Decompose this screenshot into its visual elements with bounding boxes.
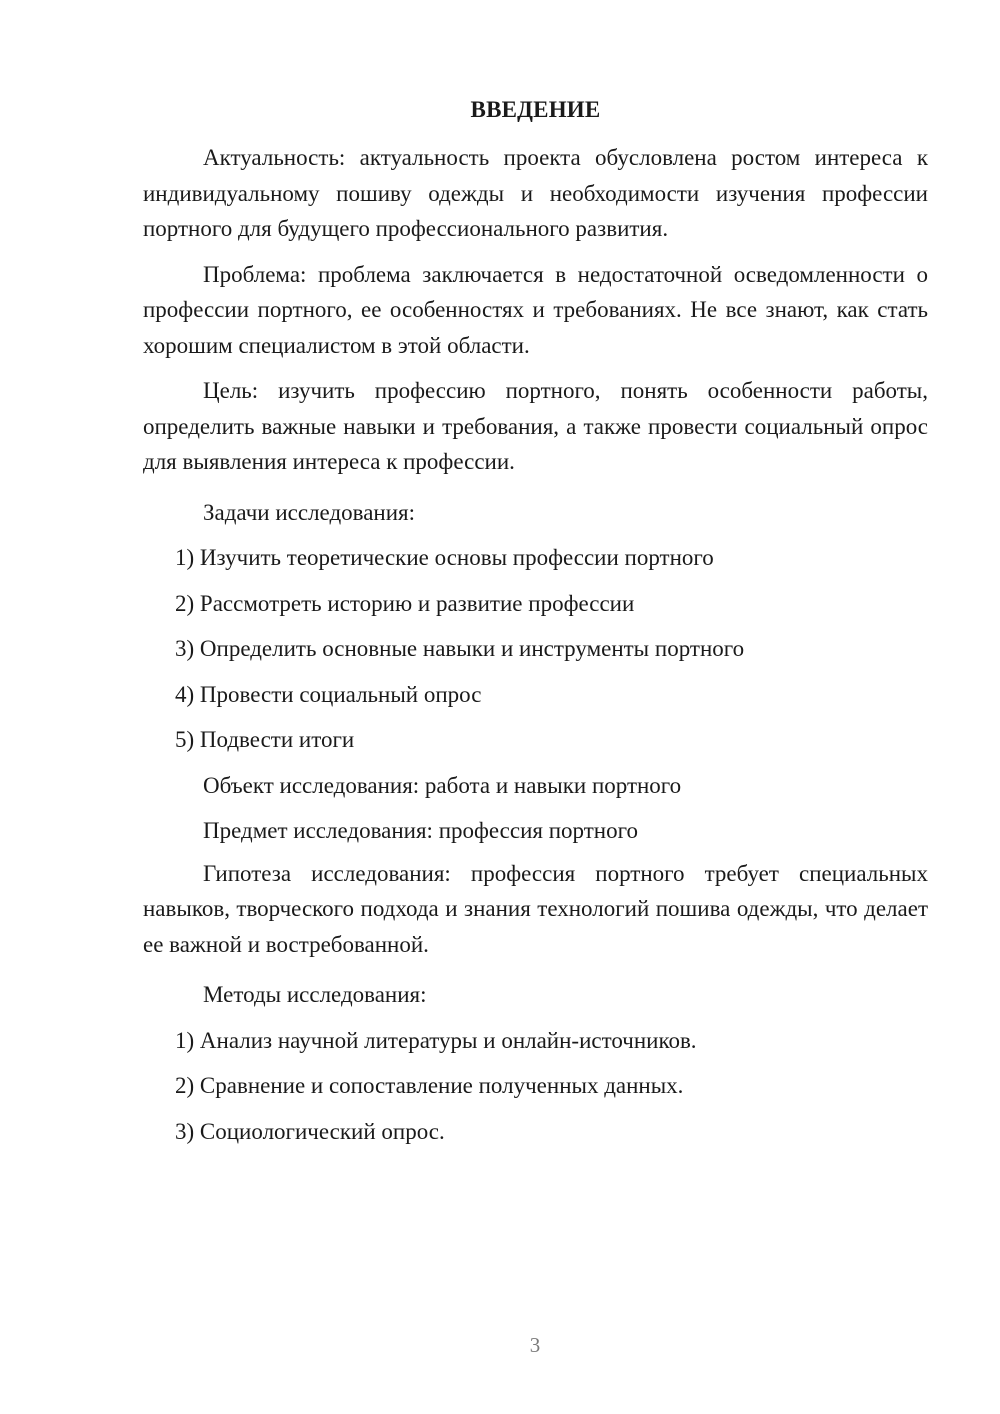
methods-heading: Методы исследования: xyxy=(203,982,427,1007)
goal-paragraph: Цель: изучить профессию портного, понять особенности работы, определить важные навыки и требования, а также провести социальный опрос для выявления интереса к профессии. xyxy=(143,378,928,474)
methods-list xyxy=(143,1018,928,1155)
document-body xyxy=(143,92,928,1154)
relevance-paragraph: Актуальность: актуальность проекта обусловлена ростом интереса к индивидуальному пошиву одежды и необходимости изучения профессии портного для будущего профессионального развития. xyxy=(143,145,928,241)
tasks-list xyxy=(143,535,928,763)
page-number: 3 xyxy=(529,1333,541,1357)
task-item: 2) Рассмотреть историю и развитие профессии xyxy=(175,590,635,616)
task-item: 5) Подвести итоги xyxy=(175,727,355,752)
task-item: 1) Изучить теоретические основы профессии портного xyxy=(175,545,714,570)
subject-paragraph: Предмет исследования: профессия портного xyxy=(203,818,638,843)
method-item: 2) Сравнение и сопоставление полученных данных. xyxy=(175,1073,684,1098)
tasks-heading: Задачи исследования: xyxy=(203,499,416,525)
object-paragraph: Объект исследования: работа и навыки портного xyxy=(203,772,682,798)
task-item: 3) Определить основные навыки и инструменты портного xyxy=(175,636,745,661)
method-item: 3) Социологический опрос. xyxy=(175,1118,445,1144)
method-item: 1) Анализ научной литературы и онлайн-источников. xyxy=(175,1027,697,1053)
hypothesis-paragraph: Гипотеза исследования: профессия портного требует специальных навыков, творческого подхода и знания технологий пошива одежды, что делает ее важной и востребованной. xyxy=(143,860,928,957)
problem-paragraph: Проблема: проблема заключается в недостаточной осведомленности о профессии портного, ее особенностях и требованиях. Не все знают, как стать хорошим специалистом в этой области. xyxy=(143,261,928,358)
task-item: 4) Провести социальный опрос xyxy=(175,681,482,707)
section-title: ВВЕДЕНИЕ xyxy=(470,97,601,122)
